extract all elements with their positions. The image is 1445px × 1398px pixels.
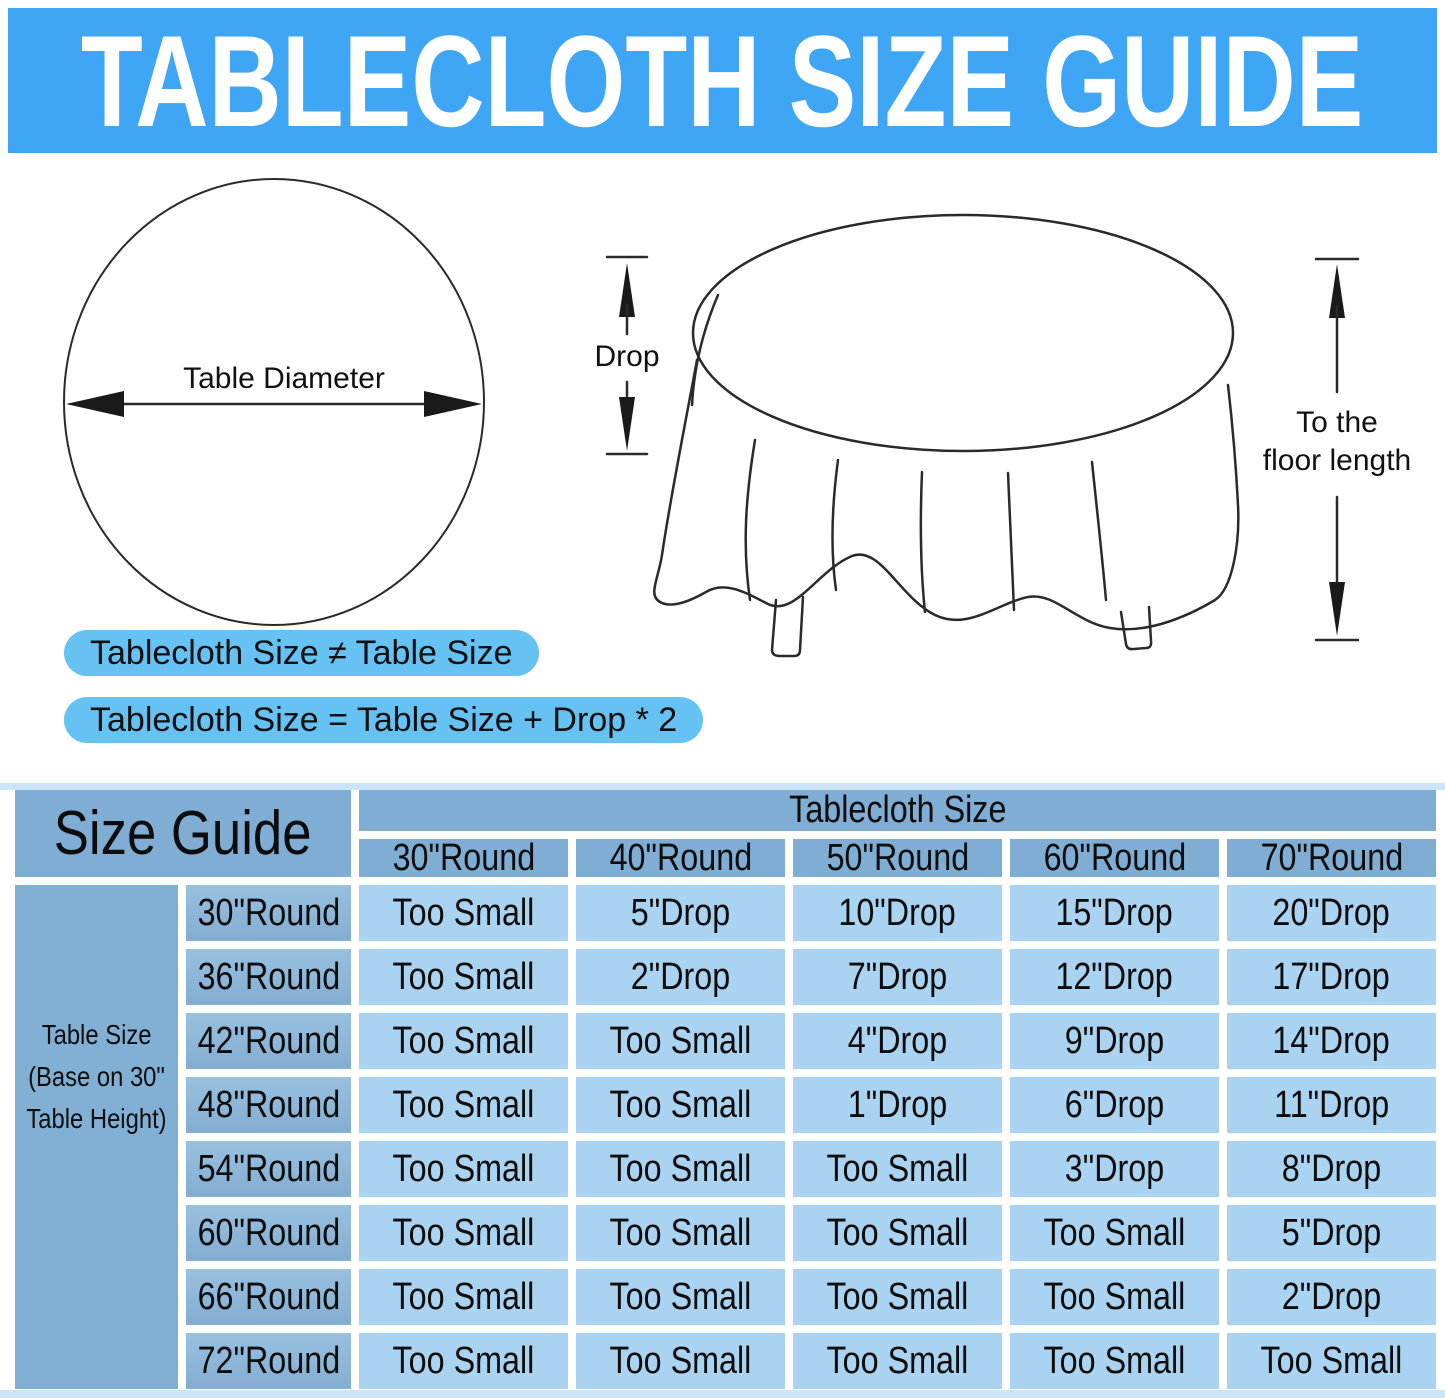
table-cell: 15"Drop [1010,885,1219,941]
size-table [15,790,1436,1389]
tablecloth-size-header: Tablecloth Size [359,790,1436,831]
draped-table-diagram [654,215,1238,656]
table-cell: Too Small [793,1141,1002,1197]
table-cell: 4"Drop [793,1013,1002,1069]
table-cell: 11"Drop [1227,1077,1436,1133]
table-cell: Too Small [1010,1333,1219,1389]
column-header: 30"Round [359,839,568,877]
floor-label-line1: To the [1296,406,1378,439]
table-cell: 6"Drop [1010,1077,1219,1133]
table-cell: Too Small [359,1013,568,1069]
table-cell: 3"Drop [1010,1141,1219,1197]
diameter-arrowhead-right [424,391,482,417]
table-cell: Too Small [359,1141,568,1197]
table-cell: Too Small [1010,1205,1219,1261]
table-cell: Too Small [576,1077,785,1133]
cloth-fold-line-5 [1092,462,1106,600]
table-cell: Too Small [359,1077,568,1133]
table-size-row-group-label: Table Size (Base on 30" Table Height) [15,885,178,1389]
note-text: Tablecloth Size = Table Size + Drop * 2 [90,700,678,739]
table-leg-left [772,597,803,656]
table-cell: 10"Drop [793,885,1002,941]
table-cell: Too Small [359,885,568,941]
table-cell: Too Small [576,1269,785,1325]
floor-label-line2: floor length [1262,444,1412,477]
cloth-fold-line-1 [746,440,755,600]
table-cell: Too Small [576,1205,785,1261]
table-diameter-label: Table Diameter [183,362,385,395]
table-outer-border-top [0,783,1445,790]
table-cell: 5"Drop [576,885,785,941]
page-title: TABLECLOTH SIZE GUIDE [81,7,1364,154]
row-label: 60"Round [186,1205,351,1261]
column-header: 40"Round [576,839,785,877]
floor-length-measure [1263,259,1411,640]
table-cell: 5"Drop [1227,1205,1436,1261]
drop-measure [594,257,659,454]
cloth-fold-line-3 [921,472,925,612]
cloth-fold-line-2 [832,460,838,590]
table-cell: 17"Drop [1227,949,1436,1005]
note-pill-formula [64,697,703,743]
table-cell: Too Small [359,1269,568,1325]
cloth-fold-line-4 [1008,473,1014,610]
floor-arrowhead-down [1329,582,1345,636]
column-header: 60"Round [1010,839,1219,877]
table-cell: Too Small [576,1013,785,1069]
row-label: 30"Round [186,885,351,941]
row-label: 72"Round [186,1333,351,1389]
drop-arrowhead-down [619,397,635,451]
table-outer-border-bottom [0,1390,1445,1398]
size-guide-corner-cell: Size Guide [15,790,351,877]
table-cell: Too Small [1227,1333,1436,1389]
diameter-arrowhead-left [66,391,124,417]
table-cell: 8"Drop [1227,1141,1436,1197]
table-cell: 9"Drop [1010,1013,1219,1069]
table-cell: Too Small [793,1205,1002,1261]
table-cell: Too Small [359,949,568,1005]
row-label: 66"Round [186,1269,351,1325]
table-cell: Too Small [359,1333,568,1389]
table-cell: Too Small [576,1333,785,1389]
note-pill-inequality [64,630,539,676]
table-cell: Too Small [793,1333,1002,1389]
table-cell: Too Small [1010,1269,1219,1325]
row-label: 54"Round [186,1141,351,1197]
table-cell: 12"Drop [1010,949,1219,1005]
row-label: 36"Round [186,949,351,1005]
note-text: Tablecloth Size ≠ Table Size [90,633,513,672]
table-diameter-diagram [64,179,484,625]
table-cell: Too Small [793,1269,1002,1325]
column-header: 70"Round [1227,839,1436,877]
row-label: 42"Round [186,1013,351,1069]
row-label: 48"Round [186,1077,351,1133]
table-cell: 14"Drop [1227,1013,1436,1069]
table-cell: Too Small [359,1205,568,1261]
table-top-circle [64,179,484,625]
table-cell: 1"Drop [793,1077,1002,1133]
table-cell: 20"Drop [1227,885,1436,941]
drop-label: Drop [594,340,660,373]
table-cell: 2"Drop [576,949,785,1005]
table-cell: 2"Drop [1227,1269,1436,1325]
table-cell: 7"Drop [793,949,1002,1005]
column-header: 50"Round [793,839,1002,877]
table-cell: Too Small [576,1141,785,1197]
tabletop-ellipse [693,215,1233,451]
